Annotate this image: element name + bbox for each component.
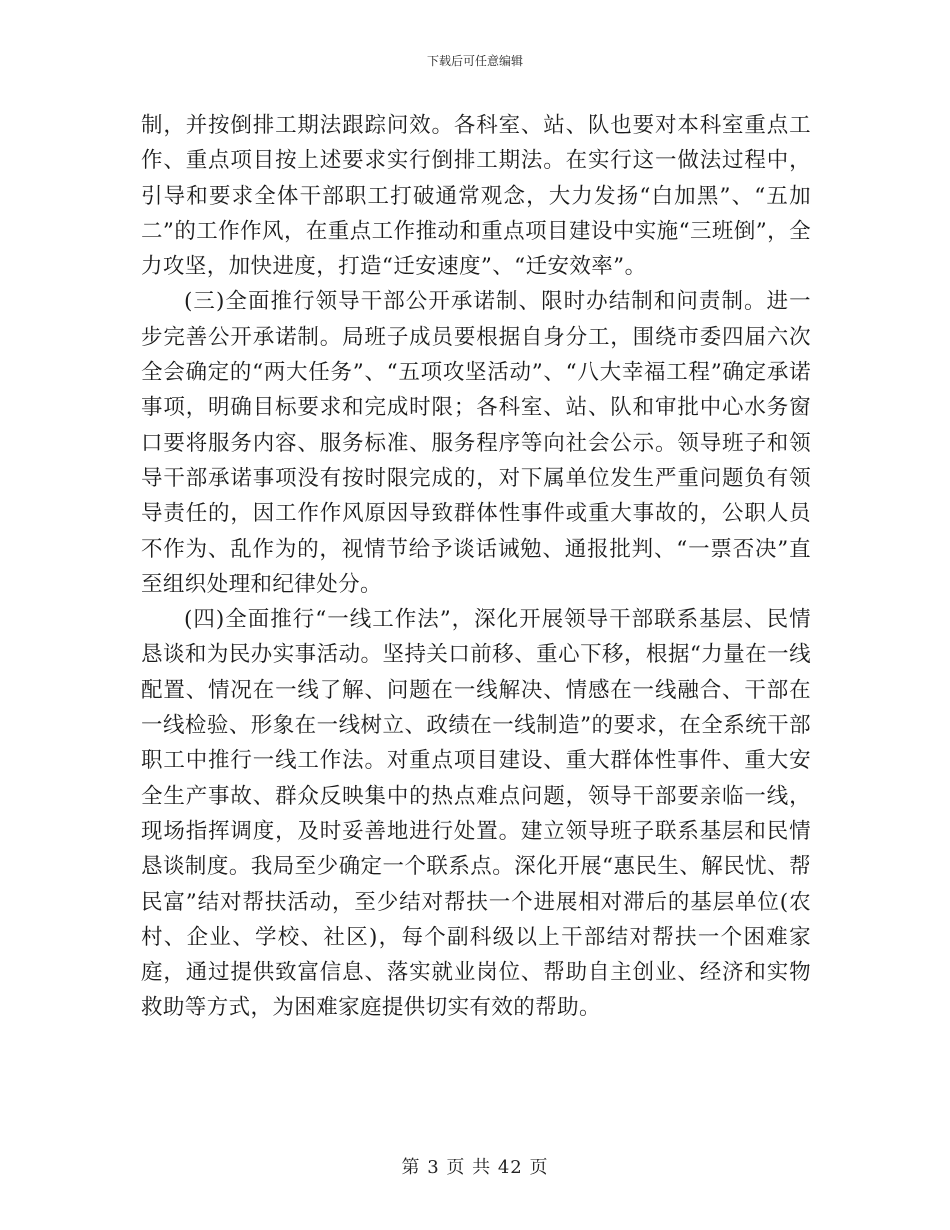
page-header: 下载后可任意编辑 <box>426 54 523 68</box>
paragraph-section-4: (四)全面推行“一线工作法”，深化开展领导干部联系基层、民情恳谈和为民办实事活动。坚持关口前移、重心下移，根据“力量在一线配置、情况在一线了解、问题在一线解决、情感在一线融合、干部在一线检验、形象在一线树立、政绩在一线制造”的要求，在全系统干部职工中推行一线工作法。对重点项目建设、重大群体性事件、重大安全生产事故、群众反映集中的热点难点问题，领导干部要亲临一线，现场指挥调度，及时妥善地进行处置。建立领导班子联系基层和民情恳谈制度。我局至少确定一个联系点。深化开展“惠民生、解民忧、帮民富”结对帮扶活动，至少结对帮扶一个进展相对滞后的基层单位(农村、企业、学校、社区)，每个副科级以上干部结对帮扶一个困难家庭，通过提供致富信息、落实就业岗位、帮助自主创业、经济和实物救助等方式，为困难家庭提供切实有效的帮助。 <box>141 607 811 1021</box>
page-number-footer: 第 3 页 共 42 页 <box>401 1157 549 1178</box>
paragraph-section-3: (三)全面推行领导干部公开承诺制、限时办结制和问责制。进一步完善公开承诺制。局班子成员要根据自身分工，围绕市委四届六次全会确定的“两大任务”、“五项攻坚活动”、“八大幸福工程”确定承诺事项，明确目标要求和完成时限；各科室、站、队和审批中心水务窗口要将服务内容、服务标准、服务程序等向社会公示。领导班子和领导干部承诺事项没有按时限完成的，对下属单位发生严重问题负有领导责任的，因工作作风原因导致群体性事件或重大事故的，公职人员不作为、乱作为的，视情节给予谈话诫勉、通报批判、“一票否决”直至组织处理和纪律处分。 <box>141 289 811 597</box>
paragraph-continuation: 制，并按倒排工期法跟踪问效。各科室、站、队也要对本科室重点工作、重点项目按上述要求实行倒排工期法。在实行这一做法过程中，引导和要求全体干部职工打破通常观念，大力发扬“白加黑”、“五加二”的工作作风，在重点工作推动和重点项目建设中实施“三班倒”，全力攻坚，加快进度，打造“迁安速度”、“迁安效率”。 <box>141 113 811 280</box>
document-body <box>141 108 811 1026</box>
